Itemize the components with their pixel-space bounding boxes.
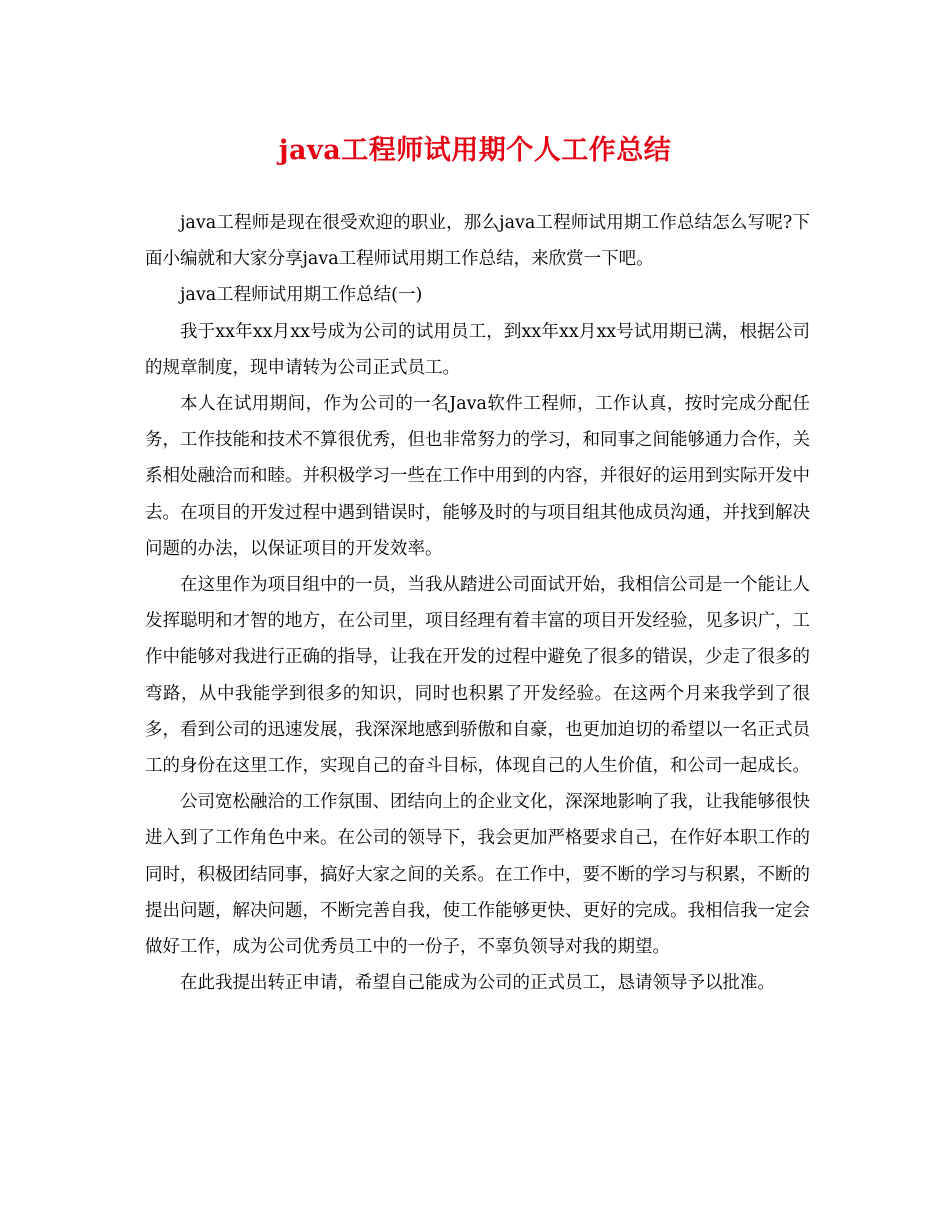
closing-paragraph: 在此我提出转正申请，希望自己能成为公司的正式员工，恳请领导予以批准。: [180, 973, 775, 994]
intro-paragraph: java工程师是现在很受欢迎的职业，那么java工程师试用期工作总结怎么写呢?下面小编就和大家分享java工程师试用期工作总结，来欣赏一下吧。: [145, 213, 810, 270]
document-body: [145, 205, 810, 1001]
document-title: java工程师试用期个人工作总结: [278, 135, 672, 166]
body-paragraph: 公司宽松融洽的工作氛围、团结向上的企业文化，深深地影响了我，让我能够很快进入到了工作角色中来。在公司的领导下，我会更加严格要求自己，在作好本职工作的同时，积极团结同事，搞好大家之间的关系。在工作中，要不断的学习与积累，不断的提出问题，解决问题，不断完善自我，使工作能够更快、更好的完成。我相信我一定会做好工作，成为公司优秀员工中的一份子，不辜负领导对我的期望。: [145, 792, 810, 958]
body-paragraph: 本人在试用期间，作为公司的一名Java软件工程师，工作认真，按时完成分配任务，工作技能和技术不算很优秀，但也非常努力的学习，和同事之间能够通力合作，关系相处融洽而和睦。并积极学习一些在工作中用到的内容，并很好的运用到实际开发中去。在项目的开发过程中遇到错误时，能够及时的与项目组其他成员沟通，并找到解决问题的办法，以保证项目的开发效率。: [145, 394, 810, 559]
section-heading: java工程师试用期工作总结(一): [180, 285, 423, 306]
body-paragraph: 我于xx年xx月xx号成为公司的试用员工，到xx年xx月xx号试用期已满，根据公司的规章制度，现申请转为公司正式员工。: [145, 321, 810, 378]
body-paragraph: 在这里作为项目组中的一员，当我从踏进公司面试开始，我相信公司是一个能让人发挥聪明和才智的地方，在公司里，项目经理有着丰富的项目开发经验，见多识广，工作中能够对我进行正确的指导，让我在开发的过程中避免了很多的错误，少走了很多的弯路，从中我能学到很多的知识，同时也积累了开发经验。在这两个月来我学到了很多，看到公司的迅速发展，我深深地感到骄傲和自豪，也更加迫切的希望以一名正式员工的身份在这里工作，实现自己的奋斗目标，体现自己的人生价值，和公司一起成长。: [145, 575, 810, 777]
